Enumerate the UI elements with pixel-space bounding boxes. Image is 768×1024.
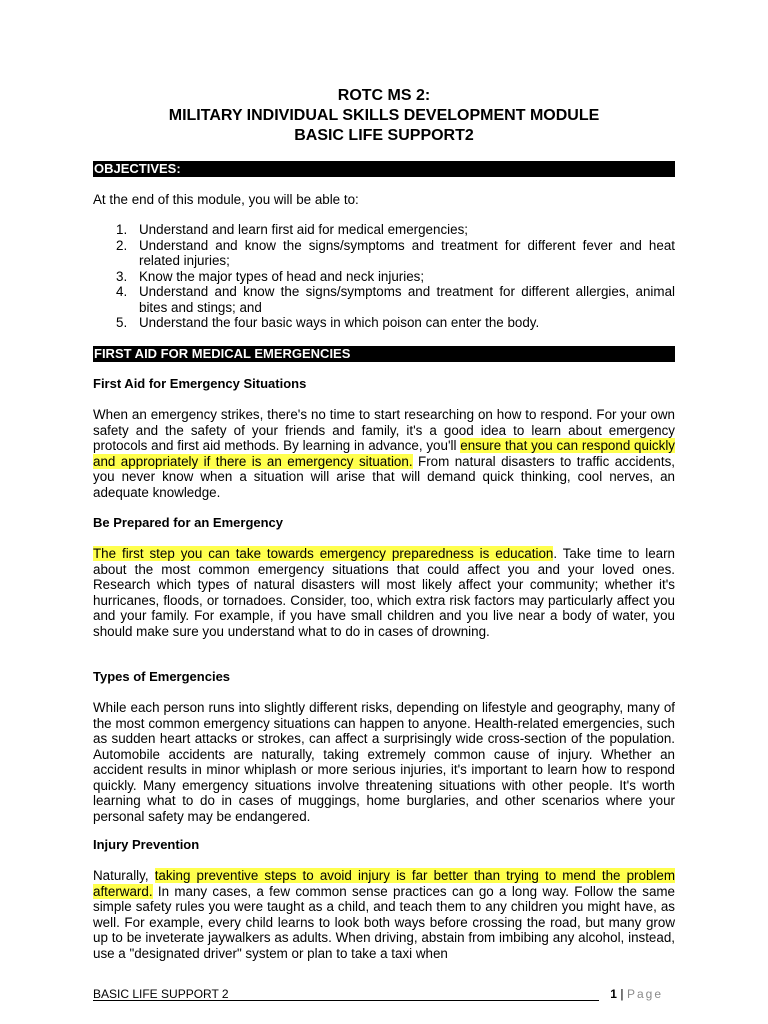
paragraph-be-prepared xyxy=(93,546,675,639)
list-text: Understand and know the signs/symptoms and treatment for different fever and heat related injuries; xyxy=(139,237,675,268)
paragraph-text: From natural disasters to traffic accidents, you never know when a situation will arise that will demand quick thinking, cool nerves, an adequate knowledge. xyxy=(93,453,676,500)
list-item xyxy=(93,284,675,315)
page-label: Page xyxy=(626,987,663,1001)
list-item xyxy=(93,222,675,238)
paragraph-text: Naturally, xyxy=(93,868,155,883)
list-item xyxy=(93,315,675,331)
document-title xyxy=(93,86,675,146)
highlighted-text: The first step you can take towards emergency preparedness is education xyxy=(93,546,554,561)
page-footer xyxy=(93,986,675,1002)
list-number: 3. xyxy=(116,268,128,284)
list-item xyxy=(93,269,675,285)
page-separator: | xyxy=(620,987,624,1001)
list-number: 2. xyxy=(116,237,128,253)
list-text: Understand and know the signs/symptoms and treatment for different allergies, animal bites and stings; and xyxy=(139,284,675,315)
paragraph-types-of-emergencies: While each person runs into slightly different risks, depending on lifestyle and geography, many of the most common emergency situations can happen to anyone. Health-related emergencies, such as sudden heart attacks or strokes, can affect a surprisingly wide cross-section of the population. Automobile accidents are naturally, taking extremely common cause of injury. Whether an accident results in minor whiplash or more serious injuries, it's important to learn how to respond quickly. Many emergency situations involve threatening situations with other people. It's worth learning what to do in cases of muggings, home burglaries, and other scenarios where your personal safety may be endangered. xyxy=(93,700,675,824)
highlighted-text: ensure that you can respond quickly and appropriately if there is an emergency situation. xyxy=(93,438,675,469)
section-heading-first-aid: FIRST AID FOR MEDICAL EMERGENCIES xyxy=(93,346,675,362)
list-text: Know the major types of head and neck injuries; xyxy=(139,268,425,284)
paragraph-text: . Take time to learn about the most common emergency situations that could affect you and your loved ones. Research which types of natural disasters will most likely affect your community; whether it's hurricanes, floods, or tornadoes. Consider, too, which extra risk factors may particularly affect you and your family. For example, if you have small children and you live near a body of water, you should make sure you understand what to do in cases of drowning. xyxy=(93,546,676,639)
subheading-types-of-emergencies: Types of Emergencies xyxy=(93,669,231,684)
subheading-be-prepared: Be Prepared for an Emergency xyxy=(93,515,284,530)
objectives-heading: OBJECTIVES: xyxy=(93,161,675,177)
subheading-injury-prevention: Injury Prevention xyxy=(93,837,200,852)
paragraph-emergency-situations xyxy=(93,407,675,500)
objectives-intro: At the end of this module, you will be able to: xyxy=(93,192,359,207)
title-line-1: ROTC MS 2: xyxy=(337,87,431,104)
list-text: Understand the four basic ways in which poison can enter the body. xyxy=(139,315,540,330)
list-number: 5. xyxy=(116,315,128,330)
list-number: 4. xyxy=(116,284,128,299)
list-number: 1. xyxy=(116,222,128,237)
list-text: Understand and learn first aid for medical emergencies; xyxy=(139,222,468,237)
paragraph-text: When an emergency strikes, there's no time to start researching on how to respond. For your own safety and the safety of your friends and family, it's a good idea to learn about emergency protocols and first aid methods. By learning in advance, you'll xyxy=(93,407,675,453)
objectives-list xyxy=(93,222,675,331)
page-number: 1 xyxy=(610,987,617,1001)
page-indicator xyxy=(610,986,663,1002)
title-line-3: BASIC LIFE SUPPORT2 xyxy=(294,127,474,144)
subheading-emergency-situations: First Aid for Emergency Situations xyxy=(93,376,307,391)
paragraph-text: In many cases, a few common sense practices can go a long way. Follow the same simple safety rules you were taught as a child, and teach them to any children you might have, as well. For example, every child learns to look both ways before crossing the road, but many grow up to be inveterate jaywalkers as adults. When driving, abstain from imbibing any alcohol, instead, use a "designated driver" system or plan to take a taxi when xyxy=(93,883,675,961)
highlighted-text: taking preventive steps to avoid injury is far better than trying to mend the problem afterward. xyxy=(93,868,675,899)
list-item xyxy=(93,238,675,269)
paragraph-injury-prevention xyxy=(93,868,675,961)
footer-title: BASIC LIFE SUPPORT 2 xyxy=(93,987,229,1001)
title-line-2: MILITARY INDIVIDUAL SKILLS DEVELOPMENT MODULE xyxy=(168,107,600,124)
